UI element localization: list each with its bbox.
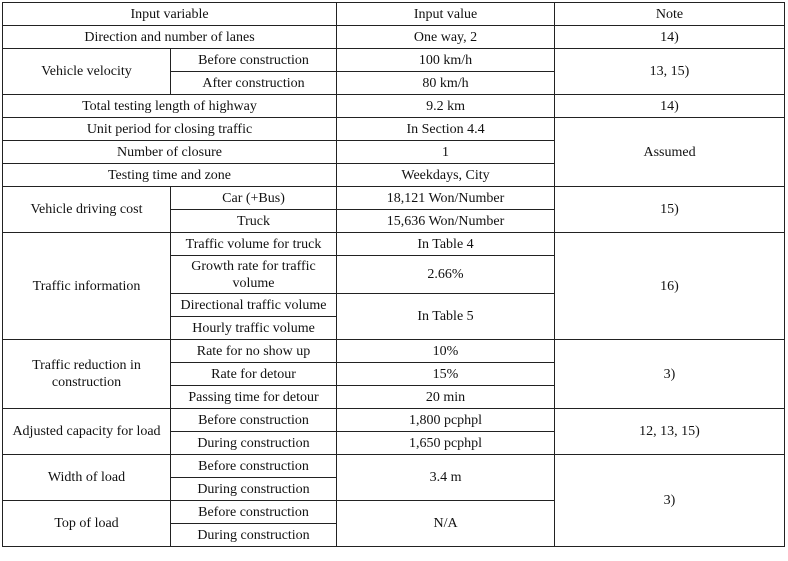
input-parameters-table bbox=[2, 2, 785, 547]
reduction-label: Traffic reduction in construction bbox=[3, 340, 171, 409]
reduction-no-show-value: 10% bbox=[337, 340, 555, 363]
width-before-label: Before construction bbox=[171, 455, 337, 478]
table-row bbox=[3, 95, 785, 118]
top-value: N/A bbox=[337, 501, 555, 547]
driving-cost-car-value: 18,121 Won/Number bbox=[337, 187, 555, 210]
top-label: Top of load bbox=[3, 501, 171, 547]
direction-label: Direction and number of lanes bbox=[3, 26, 337, 49]
driving-cost-car-label: Car (+Bus) bbox=[171, 187, 337, 210]
traffic-info-note: 16) bbox=[555, 233, 785, 340]
capacity-during-value: 1,650 pcphpl bbox=[337, 432, 555, 455]
testing-time-value: Weekdays, City bbox=[337, 164, 555, 187]
table-row bbox=[3, 26, 785, 49]
velocity-after-label: After construction bbox=[171, 72, 337, 95]
driving-cost-truck-value: 15,636 Won/Number bbox=[337, 210, 555, 233]
reduction-passing-label: Passing time for detour bbox=[171, 386, 337, 409]
velocity-before-value: 100 km/h bbox=[337, 49, 555, 72]
testing-length-value: 9.2 km bbox=[337, 95, 555, 118]
reduction-detour-value: 15% bbox=[337, 363, 555, 386]
header-row bbox=[3, 3, 785, 26]
testing-time-label: Testing time and zone bbox=[3, 164, 337, 187]
top-before-label: Before construction bbox=[171, 501, 337, 524]
width-label: Width of load bbox=[3, 455, 171, 501]
traffic-hourly-label: Hourly traffic volume bbox=[171, 317, 337, 340]
traffic-growth-value: 2.66% bbox=[337, 256, 555, 294]
driving-cost-truck-label: Truck bbox=[171, 210, 337, 233]
capacity-before-value: 1,800 pcphpl bbox=[337, 409, 555, 432]
velocity-before-label: Before construction bbox=[171, 49, 337, 72]
table-row bbox=[3, 187, 785, 210]
capacity-note: 12, 13, 15) bbox=[555, 409, 785, 455]
driving-cost-label: Vehicle driving cost bbox=[3, 187, 171, 233]
reduction-no-show-label: Rate for no show up bbox=[171, 340, 337, 363]
traffic-growth-label: Growth rate for traffic volume bbox=[171, 256, 337, 294]
traffic-table5-value: In Table 5 bbox=[337, 294, 555, 340]
driving-cost-note: 15) bbox=[555, 187, 785, 233]
top-during-label: During construction bbox=[171, 524, 337, 547]
direction-value: One way, 2 bbox=[337, 26, 555, 49]
table-row bbox=[3, 455, 785, 478]
traffic-directional-label: Directional traffic volume bbox=[171, 294, 337, 317]
reduction-detour-label: Rate for detour bbox=[171, 363, 337, 386]
testing-length-label: Total testing length of highway bbox=[3, 95, 337, 118]
traffic-info-label: Traffic information bbox=[3, 233, 171, 340]
width-value: 3.4 m bbox=[337, 455, 555, 501]
table-row bbox=[3, 118, 785, 141]
load-note: 3) bbox=[555, 455, 785, 547]
table-row bbox=[3, 409, 785, 432]
table-row bbox=[3, 340, 785, 363]
closure-value: 1 bbox=[337, 141, 555, 164]
testing-length-note: 14) bbox=[555, 95, 785, 118]
velocity-after-value: 80 km/h bbox=[337, 72, 555, 95]
table-row bbox=[3, 233, 785, 256]
velocity-note: 13, 15) bbox=[555, 49, 785, 95]
capacity-label: Adjusted capacity for load bbox=[3, 409, 171, 455]
reduction-passing-value: 20 min bbox=[337, 386, 555, 409]
unit-period-label: Unit period for closing traffic bbox=[3, 118, 337, 141]
direction-note: 14) bbox=[555, 26, 785, 49]
header-input-variable: Input variable bbox=[3, 3, 337, 26]
capacity-during-label: During construction bbox=[171, 432, 337, 455]
capacity-before-label: Before construction bbox=[171, 409, 337, 432]
header-input-value: Input value bbox=[337, 3, 555, 26]
width-during-label: During construction bbox=[171, 478, 337, 501]
velocity-label: Vehicle velocity bbox=[3, 49, 171, 95]
traffic-truck-volume-label: Traffic volume for truck bbox=[171, 233, 337, 256]
header-note: Note bbox=[555, 3, 785, 26]
traffic-truck-volume-value: In Table 4 bbox=[337, 233, 555, 256]
unit-period-value: In Section 4.4 bbox=[337, 118, 555, 141]
closure-label: Number of closure bbox=[3, 141, 337, 164]
table-row bbox=[3, 49, 785, 72]
assumed-note: Assumed bbox=[555, 118, 785, 187]
reduction-note: 3) bbox=[555, 340, 785, 409]
